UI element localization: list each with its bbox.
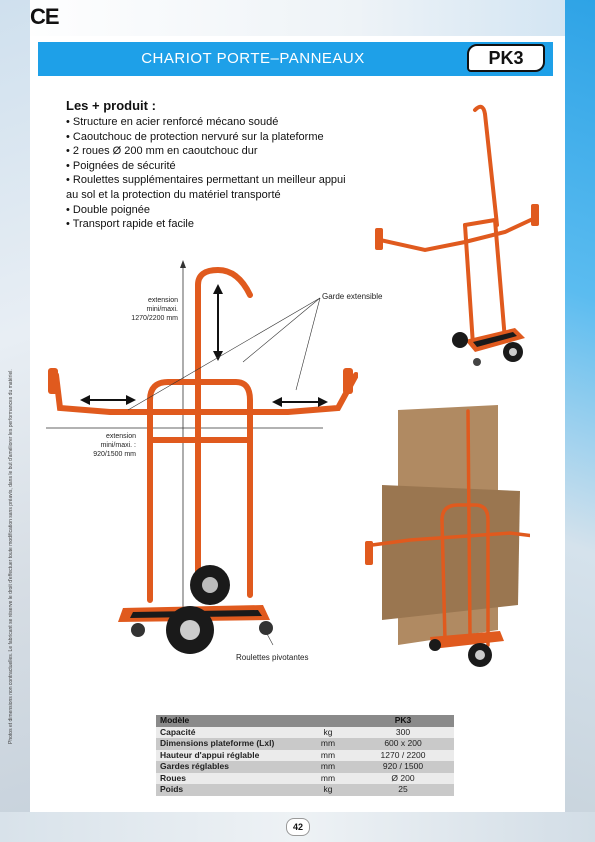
table-header-row: [156, 715, 454, 727]
table-cell: mm: [304, 761, 352, 773]
handle-left: [48, 368, 58, 394]
cart-diagram: [38, 250, 358, 670]
wheel-hub: [180, 620, 200, 640]
table-cell: [304, 715, 352, 727]
background-left: [0, 0, 30, 842]
table-cell: Hauteur d'appui réglable: [156, 750, 304, 762]
table-cell: Capacité: [156, 727, 304, 739]
table-row: [156, 750, 454, 762]
garde-callout-label: Garde extensible: [322, 292, 383, 301]
wheel-hub: [202, 577, 218, 593]
specifications-table: [156, 715, 454, 796]
table-row: [156, 784, 454, 796]
caster-wheel-right: [259, 621, 273, 635]
features-list: [66, 115, 366, 232]
ce-mark-logo: CE: [30, 4, 59, 29]
table-cell: 1270 / 2200: [352, 750, 454, 762]
feature-item: • Double poignée: [66, 203, 150, 216]
arrow-head-icon: [180, 260, 186, 268]
feature-item: • Transport rapide et facile: [66, 218, 194, 231]
dim-text: mini/maxi. :: [100, 442, 136, 449]
height-extension-arrow: [213, 284, 223, 361]
table-cell: 25: [352, 784, 454, 796]
table-cell: 600 x 200: [352, 738, 454, 750]
disclaimer-note: Photos et dimensions non contractuelles. Le fabricant se réserve le droit d'effectuer toute modification sans préavis, dans le but d'améliorer les performances du matériel.: [8, 369, 14, 744]
width-extension-arrow-left: [80, 395, 136, 405]
table-row: [156, 761, 454, 773]
dim-text: 1270/2200 mm: [131, 315, 178, 322]
table-cell: PK3: [352, 715, 454, 727]
table-cell: mm: [304, 750, 352, 762]
page-number: 42: [286, 818, 310, 836]
height-dimension-label: [110, 296, 178, 323]
table-cell: Ø 200: [352, 773, 454, 785]
table-cell: mm: [304, 738, 352, 750]
table-cell: 920 / 1500: [352, 761, 454, 773]
caster-wheel-left: [131, 623, 145, 637]
background-right: [565, 0, 595, 842]
product-code-badge: PK3: [467, 44, 545, 72]
feature-item: • Poignées de sécurité: [66, 159, 176, 172]
feature-item: • Structure en acier renforcé mécano soudé: [66, 116, 279, 128]
table-cell: Poids: [156, 784, 304, 796]
handle-right: [343, 368, 353, 394]
dim-text: mini/maxi.: [146, 306, 178, 313]
table-cell: kg: [304, 784, 352, 796]
feature-item: • 2 roues Ø 200 mm en caoutchouc dur: [66, 145, 258, 158]
feature-item: • Roulettes supplémentaires permettant un meilleur appui: [66, 174, 346, 187]
table-cell: Modèle: [156, 715, 304, 727]
table-cell: Dimensions plateforme (Lxl): [156, 738, 304, 750]
dim-text: extension: [106, 433, 136, 440]
dim-text: extension: [148, 297, 178, 304]
table-row: [156, 727, 454, 739]
feature-item: • Caoutchouc de protection nervuré sur la plateforme: [66, 130, 324, 143]
width-dimension-label: [66, 432, 136, 459]
table-cell: Roues: [156, 773, 304, 785]
table-row: [156, 773, 454, 785]
table-cell: Gardes réglables: [156, 761, 304, 773]
cart-photo-empty: [365, 100, 540, 375]
table-cell: mm: [304, 773, 352, 785]
roulettes-callout-label: Roulettes pivotantes: [236, 653, 309, 662]
dim-text: 920/1500 mm: [93, 451, 136, 458]
feature-item: au sol et la protection du matériel transporté: [66, 188, 281, 201]
features-title: Les + produit :: [66, 98, 156, 113]
width-extension-arrow-right: [272, 397, 328, 407]
table-cell: kg: [304, 727, 352, 739]
background-top: [0, 0, 595, 36]
table-row: [156, 738, 454, 750]
table-cell: 300: [352, 727, 454, 739]
cart-photo-loaded: [360, 405, 530, 670]
page-title: CHARIOT PORTE–PANNEAUX: [141, 50, 365, 67]
